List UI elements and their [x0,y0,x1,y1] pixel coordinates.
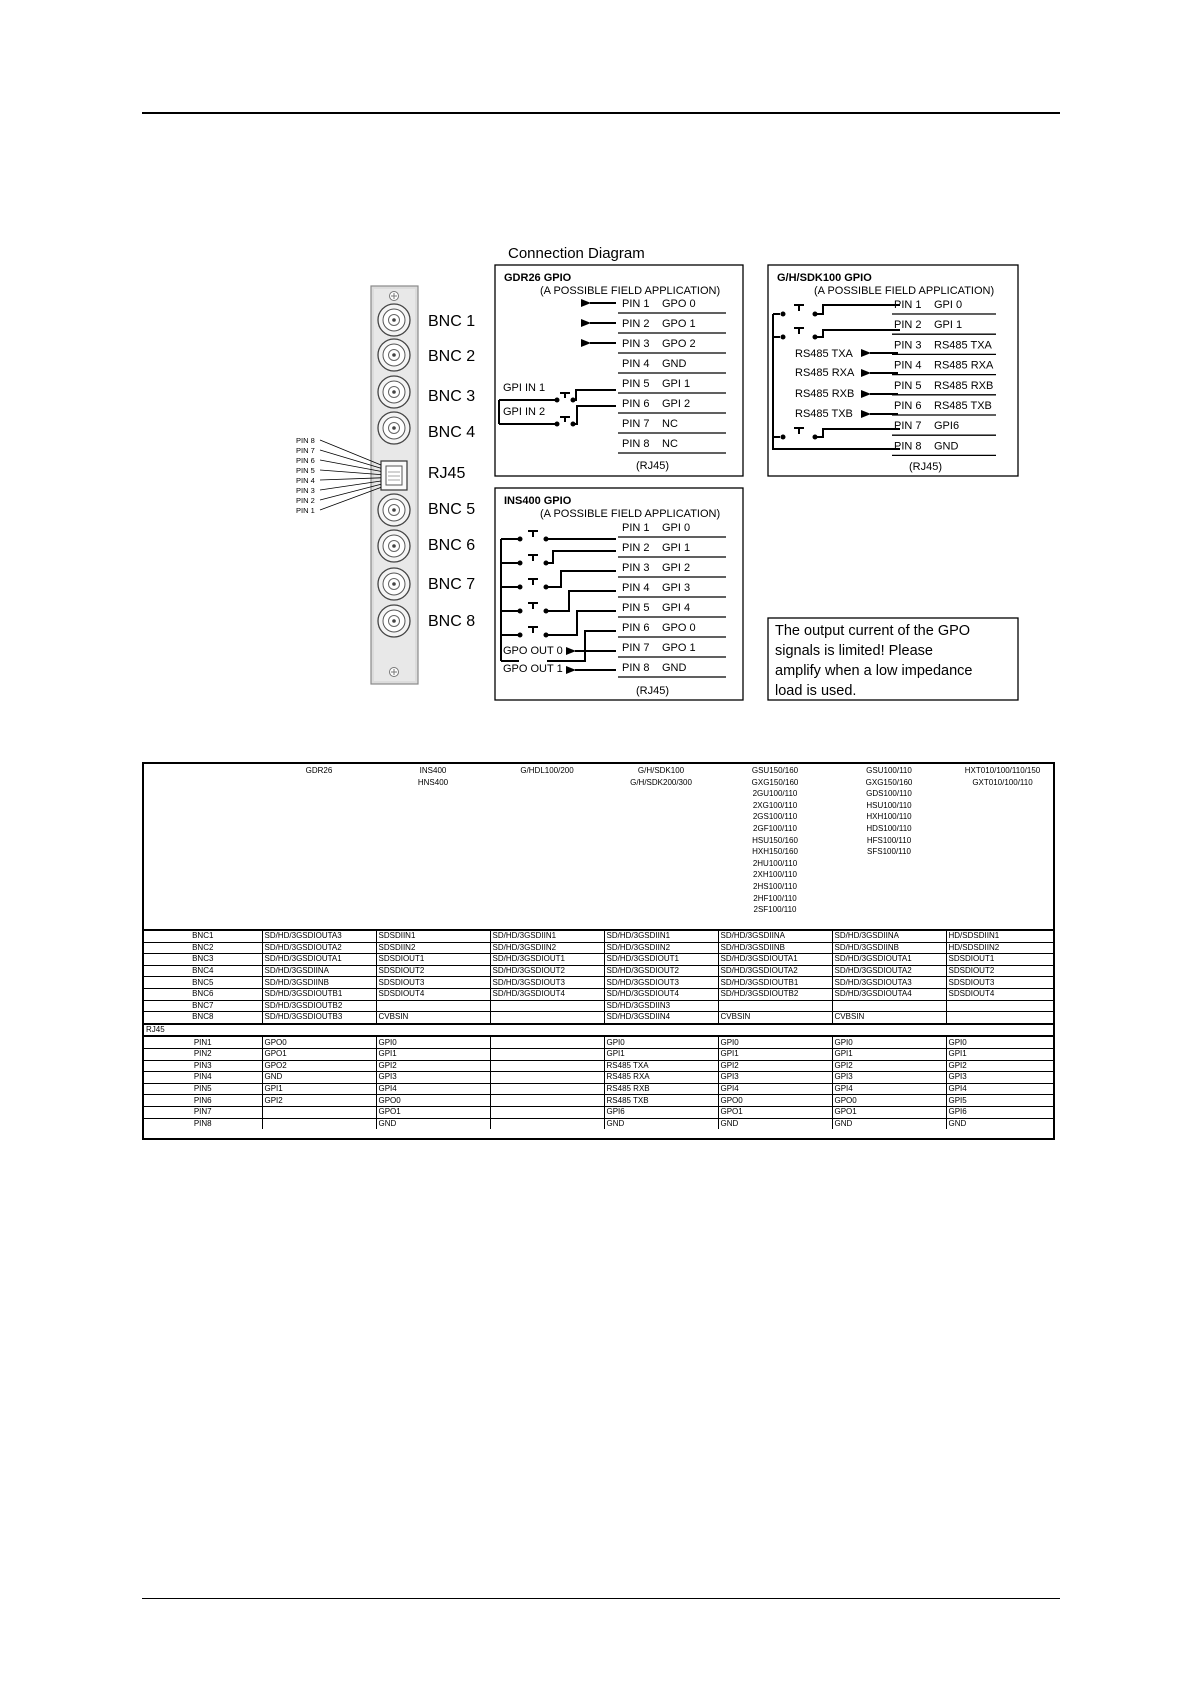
card-pin-label: PIN 3 [296,486,315,495]
table-cell: SDSDIOUT3 [946,977,1055,989]
card-pin-label: PIN 2 [296,496,315,505]
model-column-header [832,764,946,930]
table-cell: SD/HD/3GSDIIN2 [604,942,718,954]
table-cell [490,1048,604,1060]
table-row [144,1072,1055,1084]
table-row [144,965,1055,977]
bnc-jack [378,568,410,600]
table-row [144,977,1055,989]
rj45-section-row [144,1024,1055,1037]
model-name: SFS100/110 [867,847,911,857]
model-column-header [490,764,604,930]
table-cell: GPI1 [376,1048,490,1060]
gdr26-pin-number: PIN 4 [622,358,650,370]
bnc-jack [378,605,410,637]
model-name: HDS100/110 [866,823,912,833]
model-column-header [946,764,1055,930]
gh-pin-signal: GND [934,440,959,453]
table-cell: GPI4 [718,1083,832,1095]
ins400-gpio-box [495,488,743,700]
table-cell: SD/HD/3GSDIIN4 [604,1012,718,1024]
table-cell: SDSDIOUT2 [946,965,1055,977]
table-cell: SD/HD/3GSDIOUTA2 [262,942,376,954]
table-cell: SD/HD/3GSDIINA [832,930,946,942]
model-name: 2GS100/110 [752,812,798,822]
connector-label: BNC 2 [428,348,476,365]
connector-label: BNC 4 [428,424,476,441]
row-label: BNC8 [144,1012,262,1024]
pinout-table [144,764,1055,1129]
table-cell: SD/HD/3GSDIIN2 [490,942,604,954]
table-cell: GPO0 [832,1095,946,1107]
table-cell [490,1036,604,1048]
table-cell: GPI1 [718,1048,832,1060]
table-cell: GPI3 [718,1072,832,1084]
table-cell: GPI0 [376,1036,490,1048]
gdr26-pin-signal: GPI 2 [662,398,691,410]
model-name: GXG150/160 [751,777,799,787]
table-cell: GPI1 [262,1083,376,1095]
model-name: 2HS100/110 [753,881,797,891]
table-cell: SD/HD/3GSDIINB [718,942,832,954]
model-name: HXT010/100/110/150 [964,766,1041,775]
table-cell: CVBSIN [832,1012,946,1024]
ins400-pin-number: PIN 4 [622,582,650,594]
gdr26-pin-number: PIN 7 [622,418,650,430]
row-label: PIN2 [144,1048,262,1060]
table-cell: SD/HD/3GSDIIN3 [604,1000,718,1012]
table-cell [490,1083,604,1095]
gh-pin-number: PIN 3 [894,339,922,352]
table-cell: GPI0 [718,1036,832,1048]
table-cell: SD/HD/3GSDIOUTB2 [718,988,832,1000]
table-cell: SD/HD/3GSDIOUTA1 [718,954,832,966]
rj45-section-label: RJ45 [144,1024,1055,1037]
bnc-jack [378,376,410,408]
gh-pin-signal: GPI 0 [934,299,963,311]
table-cell: GPI2 [718,1060,832,1072]
gh-pin-number: PIN 1 [894,299,922,311]
table-cell: SD/HD/3GSDIOUT3 [490,977,604,989]
table-cell: SDSDIIN1 [376,930,490,942]
gh-signal-1: RS485 TXA [795,348,853,360]
connection-diagram [0,0,1191,720]
gdr26-footer: (RJ45) [636,460,670,472]
ins400-pin-number: PIN 7 [622,642,650,654]
table-cell [490,1118,604,1129]
gdr26-input-2: GPI IN 2 [503,406,546,418]
table-cell: SD/HD/3GSDIIN1 [490,930,604,942]
ins400-pin-signal: GND [662,662,687,674]
model-column-header [376,764,490,930]
table-cell: SDSDIOUT1 [946,954,1055,966]
gh-pin-signal: RS485 TXA [934,339,992,352]
table-cell: RS485 RXA [604,1072,718,1084]
connector-label: BNC 1 [428,313,476,330]
table-cell: SD/HD/3GSDIINB [832,942,946,954]
ins400-output-1: GPO OUT 1 [503,663,563,675]
table-cell: SD/HD/3GSDIOUTA1 [832,954,946,966]
table-row [144,1012,1055,1024]
table-cell: GPI4 [946,1083,1055,1095]
table-cell [262,1106,376,1118]
model-name: 2XH100/110 [753,870,797,880]
connector-label: RJ45 [428,465,466,482]
gh-pin-number: PIN 7 [894,420,922,433]
table-cell: SD/HD/3GSDIIN1 [604,930,718,942]
table-cell: GPI2 [262,1095,376,1107]
table-cell: RS485 TXA [604,1060,718,1072]
gdr26-pin-signal: NC [662,438,678,450]
table-row [144,1118,1055,1129]
table-row [144,988,1055,1000]
note-line-2: signals is limited! Please [775,643,933,659]
table-cell: GPO1 [262,1048,376,1060]
row-label: PIN3 [144,1060,262,1072]
card-pin-label: PIN 6 [296,456,315,465]
table-row [144,1095,1055,1107]
table-cell: GND [718,1118,832,1129]
ins400-footer: (RJ45) [636,685,670,697]
table-cell: GND [376,1118,490,1129]
table-cell: SD/HD/3GSDIOUTB3 [262,1012,376,1024]
row-label: PIN6 [144,1095,262,1107]
gdr26-pin-signal: GPO 0 [662,298,696,310]
row-label: BNC1 [144,930,262,942]
table-cell: CVBSIN [718,1012,832,1024]
row-label: BNC6 [144,988,262,1000]
table-cell: HD/SDSDIIN2 [946,942,1055,954]
row-label: BNC2 [144,942,262,954]
row-label: PIN5 [144,1083,262,1095]
table-cell [490,1095,604,1107]
gh-pin-number: PIN 4 [894,359,922,372]
table-cell [490,1060,604,1072]
model-name: GDS100/110 [866,789,912,799]
table-cell: GPI0 [832,1036,946,1048]
model-name: HSU100/110 [866,800,912,810]
gdr26-pin-number: PIN 1 [622,298,650,310]
model-name: G/HDL100/200 [520,766,574,775]
table-cell: GPI3 [376,1072,490,1084]
table-cell [490,1072,604,1084]
gh-pin-signal: GPI 1 [934,319,963,332]
connector-label: BNC 8 [428,613,476,630]
table-cell [832,1000,946,1012]
gdr26-pin-signal: GPO 1 [662,318,696,330]
bnc-jack [378,304,410,336]
table-cell [376,1000,490,1012]
ins400-pin-signal: GPI 2 [662,562,691,574]
gdr26-pin-signal: GPO 2 [662,338,696,350]
table-row [144,1000,1055,1012]
pinout-table-container [142,762,1055,1140]
model-name: GXG150/160 [865,777,913,787]
ins400-pin-signal: GPO 0 [662,622,696,634]
table-cell: GPI0 [946,1036,1055,1048]
model-name: GSU150/160 [751,766,799,775]
table-cell: SD/HD/3GSDIOUTA4 [832,988,946,1000]
table-cell: GPI6 [604,1106,718,1118]
row-label: PIN7 [144,1106,262,1118]
bnc-jack [378,339,410,371]
model-name: 2GF100/110 [753,823,797,833]
table-cell: SDSDIOUT1 [376,954,490,966]
table-cell: GPI1 [832,1048,946,1060]
table-cell: GPI2 [832,1060,946,1072]
gdr26-pin-number: PIN 5 [622,378,650,390]
gh-pin-number: PIN 6 [894,400,922,412]
row-label: BNC5 [144,977,262,989]
table-row [144,942,1055,954]
table-cell: GPI3 [946,1072,1055,1084]
bnc-jack [378,494,410,526]
ins400-subtitle: (A POSSIBLE FIELD APPLICATION) [540,508,721,520]
table-cell: SD/HD/3GSDIOUTA3 [832,977,946,989]
ins400-pin-signal: GPI 1 [662,542,691,554]
table-cell [490,1012,604,1024]
gh-pin-signal: RS485 RXA [934,359,994,372]
card-pin-label: PIN 8 [296,436,315,445]
table-cell: SD/HD/3GSDIOUT2 [490,965,604,977]
gh-subtitle: (A POSSIBLE FIELD APPLICATION) [814,285,995,297]
table-cell: SD/HD/3GSDIOUTB1 [262,988,376,1000]
corner-cell [144,764,262,930]
card-pin-label: PIN 1 [296,506,315,515]
model-name: G/H/SDK100 [637,766,685,775]
ins400-pin-number: PIN 1 [622,522,650,534]
table-cell: GPI0 [604,1036,718,1048]
gh-footer: (RJ45) [909,461,943,473]
table-row [144,1083,1055,1095]
table-cell: GPO1 [718,1106,832,1118]
model-name: 2GU100/110 [752,789,798,799]
ins400-pin-signal: GPO 1 [662,642,696,654]
gh-sdk100-gpio-box [768,265,1018,476]
bnc-jack [378,412,410,444]
table-cell: GPI2 [376,1060,490,1072]
table-cell: RS485 TXB [604,1095,718,1107]
gdr26-pin-signal: GND [662,358,687,370]
model-name: 2HU100/110 [752,858,798,868]
table-cell [946,1012,1055,1024]
table-cell: SD/HD/3GSDIOUTA1 [262,954,376,966]
table-cell: GPO0 [262,1036,376,1048]
note-line-3: amplify when a low impedance [775,663,973,679]
row-label: PIN1 [144,1036,262,1048]
card-pin-label: PIN 5 [296,466,315,475]
table-cell: GND [832,1118,946,1129]
model-name: HNS400 [417,777,449,787]
ins400-pin-number: PIN 3 [622,562,650,574]
table-cell: SD/HD/3GSDIOUTB1 [718,977,832,989]
connector-label: BNC 7 [428,576,476,593]
gdr26-pin-number: PIN 2 [622,318,650,330]
ins400-output-0: GPO OUT 0 [503,645,563,657]
table-cell: GPI4 [376,1083,490,1095]
gh-pin-signal: GPI6 [934,420,960,433]
table-cell: GND [604,1118,718,1129]
table-cell: CVBSIN [376,1012,490,1024]
gdr26-pin-signal: GPI 1 [662,378,691,390]
table-cell: SD/HD/3GSDIOUT1 [604,954,718,966]
table-cell: SD/HD/3GSDIOUTA3 [262,930,376,942]
model-name: 2XG100/110 [752,800,798,810]
gh-signal-3: RS485 RXB [795,388,855,400]
gdr26-pin-number: PIN 3 [622,338,650,350]
table-cell: SD/HD/3GSDIOUT2 [604,965,718,977]
model-name: HFS100/110 [866,835,912,845]
ins400-pin-number: PIN 2 [622,542,650,554]
table-cell: SD/HD/3GSDIINA [262,965,376,977]
gh-signal-4: RS485 TXB [795,408,853,420]
model-name: HSU150/160 [752,835,798,845]
bottom-rule [142,1598,1060,1599]
table-cell: GPO0 [376,1095,490,1107]
table-cell: SD/HD/3GSDIOUTA2 [718,965,832,977]
ins400-pin-signal: GPI 3 [662,582,691,594]
rj45-jack [381,461,407,490]
gdr26-pin-number: PIN 6 [622,398,650,410]
model-name: 2SF100/110 [753,905,797,915]
connector-label: BNC 3 [428,388,476,405]
table-cell [262,1118,376,1129]
note-line-4: load is used. [775,683,857,699]
table-cell: SD/HD/3GSDIOUTB2 [262,1000,376,1012]
model-column-header [604,764,718,930]
gdr26-title: GDR26 GPIO [504,272,572,284]
table-row [144,1048,1055,1060]
table-cell: SD/HD/3GSDIOUTA2 [832,965,946,977]
table-cell: RS485 RXB [604,1083,718,1095]
table-cell: GPI1 [604,1048,718,1060]
gh-pin-number: PIN 8 [894,440,922,453]
table-cell: SD/HD/3GSDIOUT1 [490,954,604,966]
ins400-pin-number: PIN 5 [622,602,650,614]
gdr26-input-1: GPI IN 1 [503,382,546,394]
gdr26-subtitle: (A POSSIBLE FIELD APPLICATION) [540,285,721,297]
gpo-current-note [768,618,1018,700]
gh-pin-number: PIN 2 [894,319,922,332]
model-name: G/H/SDK200/300 [630,777,692,787]
gh-title: G/H/SDK100 GPIO [777,272,872,284]
note-line-1: The output current of the GPO [775,623,971,639]
model-name: INS400 [419,766,447,775]
table-cell: GPO1 [832,1106,946,1118]
table-cell [490,1000,604,1012]
connector-label: BNC 5 [428,501,476,518]
table-cell [946,1000,1055,1012]
table-cell: SDSDIOUT4 [946,988,1055,1000]
table-cell: GPI1 [946,1048,1055,1060]
table-cell: GND [946,1118,1055,1129]
table-cell: SDSDIIN2 [376,942,490,954]
gdr26-pin-signal: NC [662,418,678,430]
gh-pin-signal: RS485 RXB [934,379,994,392]
model-name: GDR26 [305,766,333,775]
table-cell: SD/HD/3GSDIOUT3 [604,977,718,989]
table-cell: GPI4 [832,1083,946,1095]
table-cell: GPI5 [946,1095,1055,1107]
table-cell: GPO2 [262,1060,376,1072]
table-row [144,930,1055,942]
row-label: BNC7 [144,1000,262,1012]
model-name: HXH150/160 [752,847,798,857]
model-column-header [718,764,832,930]
table-cell: SD/HD/3GSDIOUT4 [604,988,718,1000]
row-label: PIN4 [144,1072,262,1084]
table-cell: GPI6 [946,1106,1055,1118]
model-name: HXH100/110 [866,812,912,822]
table-cell: HD/SDSDIIN1 [946,930,1055,942]
ins400-title: INS400 GPIO [504,495,572,507]
model-name: GXT010/100/110 [972,777,1033,787]
table-cell: SDSDIOUT2 [376,965,490,977]
row-label: BNC4 [144,965,262,977]
table-cell: GPO1 [376,1106,490,1118]
connector-label: BNC 6 [428,537,476,554]
gdr26-pin-number: PIN 8 [622,438,650,450]
table-row [144,1036,1055,1048]
model-name: 2HF100/110 [753,893,797,903]
gh-pin-number: PIN 5 [894,379,922,392]
ins400-pin-signal: GPI 4 [662,602,691,614]
row-label: BNC3 [144,954,262,966]
bnc-jack [378,530,410,562]
card-pin-label: PIN 4 [296,476,315,485]
table-cell: GPI2 [946,1060,1055,1072]
table-cell: GPO0 [718,1095,832,1107]
model-name: GSU100/110 [866,766,912,775]
row-label: PIN8 [144,1118,262,1129]
gh-signal-2: RS485 RXA [795,367,855,379]
table-row [144,1106,1055,1118]
diagram-title: Connection Diagram [508,245,645,262]
table-row [144,954,1055,966]
table-cell: GND [262,1072,376,1084]
table-row [144,1060,1055,1072]
gdr26-gpio-box [495,265,743,476]
table-cell: SDSDIOUT3 [376,977,490,989]
table-cell: SDSDIOUT4 [376,988,490,1000]
ins400-pin-number: PIN 6 [622,622,650,634]
ins400-pin-signal: GPI 0 [662,522,691,534]
table-cell [718,1000,832,1012]
table-cell: SD/HD/3GSDIINB [262,977,376,989]
ins400-pin-number: PIN 8 [622,662,650,674]
card-pin-label: PIN 7 [296,446,315,455]
table-cell: GPI3 [832,1072,946,1084]
table-cell: SD/HD/3GSDIOUT4 [490,988,604,1000]
table-cell [490,1106,604,1118]
model-column-header [262,764,376,930]
gh-pin-signal: RS485 TXB [934,400,992,412]
table-cell: SD/HD/3GSDIINA [718,930,832,942]
